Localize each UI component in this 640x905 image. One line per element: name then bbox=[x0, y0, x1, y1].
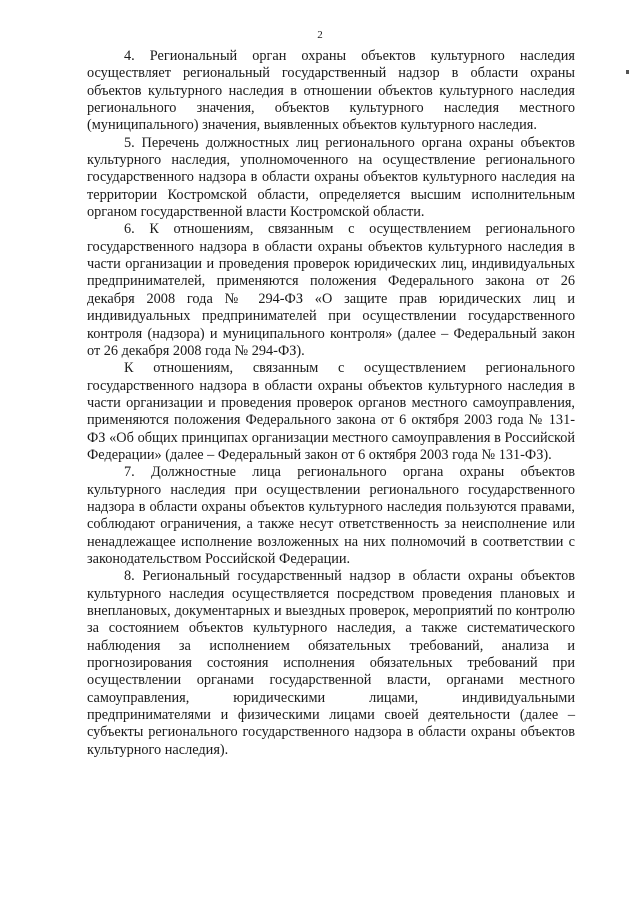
document-body bbox=[87, 48, 575, 759]
paragraph-5: 5. Перечень должностных лиц регионального органа охраны объектов культурного наследия, уполномоченного на осуществление регионального государственного надзора в области охраны объектов культурного наследия на территории Костромской области, определяется высшим исполнительным органом государственной власти Костромской области. bbox=[87, 134, 575, 221]
page-number: 2 bbox=[317, 29, 323, 41]
paragraph-4: 4. Региональный орган охраны объектов культурного наследия осуществляет региональный государственный надзор в области охраны объектов культурного наследия в отношении объектов культурного наследия регионального значения, объектов культурного наследия местного (муниципального) значения, выявленных объектов культурного наследия. bbox=[87, 48, 575, 134]
paragraph-7: 7. Должностные лица регионального органа охраны объектов культурного наследия при осуществлении регионального государственного надзора в области охраны объектов культурного наследия пользуются правами, соблюдают ограничения, а также несут ответственность за неисполнение или ненадлежащее исполнение возложенных на них полномочий в соответствии с законодательством Российской Федерации. bbox=[87, 464, 575, 567]
scan-artifact-mark bbox=[626, 70, 629, 74]
paragraph-6-continued: К отношениям, связанным с осуществлением регионального государственного надзора в области охраны объектов культурного наследия в части организации и проведения проверок органов местного самоуправления, применяются положения Федерального закона от 6 октября 2003 года № 131-ФЗ «Об общих принципах организации местного самоуправления в Российской Федерации» (далее – Федеральный закон от 6 октября 2003 года № 131-ФЗ). bbox=[87, 360, 575, 463]
paragraph-8: 8. Региональный государственный надзор в области охраны объектов культурного наследия осуществляется посредством проведения плановых и внеплановых, документарных и выездных проверок, мероприятий по контролю за состоянием объектов культурного наследия, а также систематического наблюдения за исполнением обязательных требований, анализа и прогнозирования состояния исполнения обязательных требований при осуществлении органами государственной власти, органами местного самоуправления, юридическими лицами, индивидуальными предпринимателями и физическими лицами своей деятельности (далее – субъекты регионального государственного надзора в области охраны объектов культурного наследия). bbox=[87, 568, 575, 758]
paragraph-6: 6. К отношениям, связанным с осуществлением регионального государственного надзора в области охраны объектов культурного наследия в части организации и проведения проверок юридических лиц, индивидуальных предпринимателей, применяются положения Федерального закона от 26 декабря 2008 года № 294-ФЗ «О защите прав юридических лиц и индивидуальных предпринимателей при осуществлении государственного контроля (надзора) и муниципального контроля» (далее – Федеральный закон от 26 декабря 2008 года № 294-ФЗ). bbox=[87, 221, 575, 359]
